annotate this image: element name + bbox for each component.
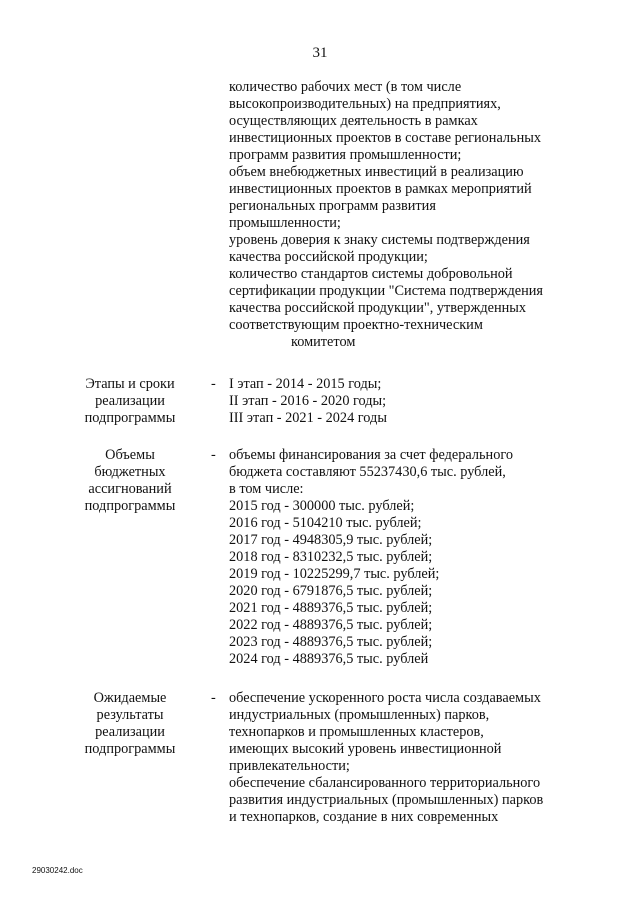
section-text-line: привлекательности;: [229, 758, 350, 774]
intro-line: высокопроизводительных) на предприятиях,: [229, 96, 501, 112]
section-label-line: Этапы и сроки: [85, 376, 175, 392]
intro-line: осуществляющих деятельность в рамках: [229, 113, 478, 129]
section-dash: -: [211, 690, 216, 706]
intro-line: программ развития промышленности;: [229, 147, 462, 163]
intro-line: региональных программ развития: [229, 198, 436, 214]
section-label-line: подпрограммы: [84, 498, 176, 514]
section-label-line: бюджетных: [94, 464, 166, 480]
intro-line: уровень доверия к знаку системы подтверждения: [229, 232, 530, 248]
section-text-line: 2017 год - 4948305,9 тыс. рублей;: [229, 532, 433, 548]
intro-line: соответствующим проектно-техническим: [229, 317, 483, 333]
section-text-line: индустриальных (промышленных) парков,: [229, 707, 490, 723]
section-label-line: реализации: [95, 724, 165, 740]
section-text-line: 2024 год - 4889376,5 тыс. рублей: [229, 651, 429, 667]
section-text-line: и технопарков, создание в них современных: [229, 809, 499, 825]
intro-line: качества российской продукции;: [229, 249, 428, 265]
section-text-line: 2023 год - 4889376,5 тыс. рублей;: [229, 634, 433, 650]
section-label-line: результаты: [96, 707, 164, 723]
intro-line: инвестиционных проектов в составе региональных: [229, 130, 541, 146]
intro-line: объем внебюджетных инвестиций в реализацию: [229, 164, 524, 180]
section-label-line: подпрограммы: [84, 410, 176, 426]
section-label-line: Ожидаемые: [93, 690, 167, 706]
section-text-line: 2020 год - 6791876,5 тыс. рублей;: [229, 583, 433, 599]
section-label-line: реализации: [95, 393, 165, 409]
intro-line: количество рабочих мест (в том числе: [229, 79, 462, 95]
section-text-line: 2016 год - 5104210 тыс. рублей;: [229, 515, 422, 531]
section-text-line: бюджета составляют 55237430,6 тыс. рублей,: [229, 464, 506, 480]
section-label-line: подпрограммы: [84, 741, 176, 757]
section-text-line: 2019 год - 10225299,7 тыс. рублей;: [229, 566, 440, 582]
section-label-line: Объемы: [105, 447, 155, 463]
section-text-line: имеющих высокий уровень инвестиционной: [229, 741, 502, 757]
page-number: 31: [312, 45, 328, 61]
section-label-line: ассигнований: [88, 481, 172, 497]
section-text-line: обеспечение сбалансированного территориального: [229, 775, 541, 791]
section-dash: -: [211, 447, 216, 463]
intro-line: качества российской продукции", утвержденных: [229, 300, 527, 316]
section-text-line: обеспечение ускоренного роста числа создаваемых: [229, 690, 541, 706]
intro-line: количество стандартов системы добровольной: [229, 266, 513, 282]
section-text-line: 2018 год - 8310232,5 тыс. рублей;: [229, 549, 433, 565]
section-text-line: 2022 год - 4889376,5 тыс. рублей;: [229, 617, 433, 633]
section-text-line: II этап - 2016 - 2020 годы;: [229, 393, 387, 409]
section-text-line: в том числе:: [229, 481, 304, 497]
section-text-line: I этап - 2014 - 2015 годы;: [229, 376, 382, 392]
section-text-line: 2015 год - 300000 тыс. рублей;: [229, 498, 415, 514]
section-text-line: технопарков и промышленных кластеров,: [229, 724, 484, 740]
intro-line: сертификации продукции "Система подтверждения: [229, 283, 543, 299]
intro-line: промышленности;: [229, 215, 341, 231]
section-text-line: 2021 год - 4889376,5 тыс. рублей;: [229, 600, 433, 616]
document-filename: 29030242.doc: [32, 866, 83, 875]
section-text-line: развития индустриальных (промышленных) парков: [229, 792, 544, 808]
section-dash: -: [211, 376, 216, 392]
intro-line: инвестиционных проектов в рамках мероприятий: [229, 181, 532, 197]
intro-line: комитетом: [291, 334, 356, 350]
section-text-line: объемы финансирования за счет федерального: [229, 447, 514, 463]
section-text-line: III этап - 2021 - 2024 годы: [229, 410, 387, 426]
